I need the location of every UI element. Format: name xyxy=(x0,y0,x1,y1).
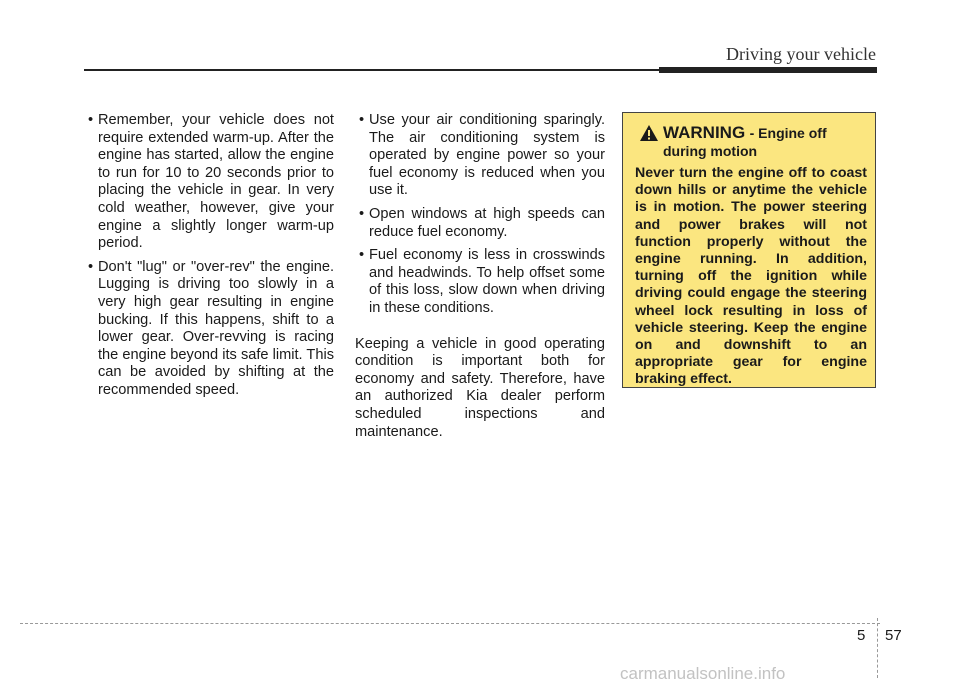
header-rule-accent xyxy=(659,67,877,73)
section-title: Driving your vehicle xyxy=(726,44,876,64)
warning-subtitle: - Engine off during motion xyxy=(663,125,827,159)
footer-rule xyxy=(20,623,880,624)
bullet-open-windows: • Open windows at high speeds can reduce fuel economy. xyxy=(355,206,605,241)
warning-body: Never turn the engine off to coast down hills or anytime the vehicle is in motion. The power steering and power brakes will not function properly without the engine running. In addition, turning off the ignition while driving could engage the steering wheel lock resulting in loss of vehicle steering. Keep the engine on and downshift to an appropriate gear for engine braking effect. xyxy=(635,165,867,388)
bullet-crosswinds: • Fuel economy is less in crosswinds and headwinds. To help offset some of this loss, slow down when driving in these conditions. xyxy=(355,247,605,317)
middle-column xyxy=(355,112,605,456)
warning-heading xyxy=(635,123,867,161)
maintenance-paragraph: Keeping a vehicle in good operating condition is important both for economy and safety. Therefore, have an authorized Kia dealer perform scheduled inspections and maintenance. xyxy=(355,335,605,440)
bullet-air-conditioning: • Use your air conditioning sparingly. The air conditioning system is operated by engine power so your fuel economy is reduced when you use it. xyxy=(355,112,605,200)
left-column xyxy=(84,112,334,406)
bullet-warm-up: • Remember, your vehicle does not require extended warm-up. After the engine has started, allow the engine to run for 10 to 20 seconds prior to placing the vehicle in gear. In very cold weather, however, give your engine a slightly longer warm-up period. xyxy=(84,112,334,253)
page-number: 57 xyxy=(885,627,902,644)
warning-box xyxy=(622,112,876,388)
chapter-number: 5 xyxy=(857,627,866,644)
header-rule xyxy=(84,69,659,71)
watermark: carmanualsonline.info xyxy=(620,664,786,683)
footer-divider xyxy=(877,618,878,678)
bullet-lug-over-rev: • Don't "lug" or "over-rev" the engine. Lugging is driving too slowly in a very high gear resulting in engine bucking. If this happens, shift to a lower gear. Over-revving is racing the engine beyond its safe limit. This can be avoided by shifting at the recommended speed. xyxy=(84,259,334,400)
warning-triangle-icon xyxy=(639,124,659,142)
warning-title: WARNING xyxy=(663,123,746,142)
